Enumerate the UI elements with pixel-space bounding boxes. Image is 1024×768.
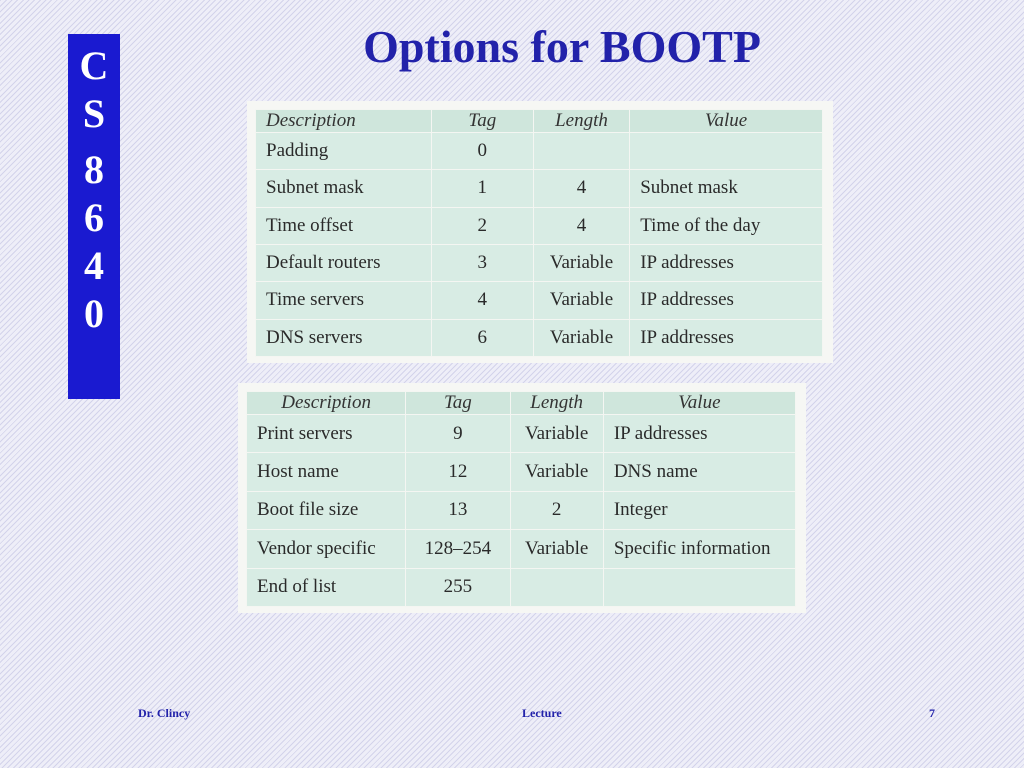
cell-value: IP addresses [603, 415, 795, 453]
cell-description: Time offset [256, 207, 432, 244]
cell-length: Variable [533, 244, 629, 281]
header-value: Value [603, 392, 795, 415]
options-table-1 [255, 109, 823, 357]
cell-length: 2 [510, 491, 603, 529]
options-table-2-image [238, 383, 806, 613]
header-length: Length [533, 110, 629, 133]
cell-description: Subnet mask [256, 170, 432, 207]
table-row [247, 491, 796, 529]
cell-length [510, 568, 603, 606]
cell-tag: 4 [431, 282, 533, 319]
course-digit: 6 [84, 195, 104, 240]
table-row [247, 568, 796, 606]
cell-description: DNS servers [256, 319, 432, 356]
cell-value: Specific information [603, 530, 795, 568]
cell-value: Integer [603, 491, 795, 529]
cell-tag: 128–254 [406, 530, 510, 568]
header-description: Description [256, 110, 432, 133]
cell-tag: 12 [406, 453, 510, 491]
cell-description: Boot file size [247, 491, 406, 529]
cell-tag: 13 [406, 491, 510, 529]
cell-tag: 255 [406, 568, 510, 606]
cell-description: Default routers [256, 244, 432, 281]
cell-length: Variable [510, 453, 603, 491]
cell-tag: 9 [406, 415, 510, 453]
cell-value [603, 568, 795, 606]
cell-value: IP addresses [630, 319, 823, 356]
table-row [256, 207, 823, 244]
cell-description: Padding [256, 133, 432, 170]
table-row [256, 282, 823, 319]
cell-value: Time of the day [630, 207, 823, 244]
footer-author: Dr. Clincy [138, 706, 191, 720]
cell-description: End of list [247, 568, 406, 606]
cell-tag: 6 [431, 319, 533, 356]
cell-tag: 0 [431, 133, 533, 170]
cell-length: Variable [510, 530, 603, 568]
cell-tag: 3 [431, 244, 533, 281]
header-tag: Tag [431, 110, 533, 133]
course-letter: C [79, 43, 109, 88]
header-tag: Tag [406, 392, 510, 415]
table-row [256, 244, 823, 281]
table-header-row [247, 392, 796, 415]
options-table-1-image [247, 101, 833, 363]
cell-tag: 1 [431, 170, 533, 207]
slide-title: Options for BOOTP [363, 21, 761, 72]
table-row [247, 415, 796, 453]
cell-value [630, 133, 823, 170]
table-row [256, 133, 823, 170]
header-value: Value [630, 110, 823, 133]
cell-length: Variable [533, 319, 629, 356]
slide-number: 7 [929, 706, 935, 720]
course-digit: 0 [84, 291, 104, 336]
course-code-sidebar [68, 34, 120, 399]
table-header-row [256, 110, 823, 133]
table-row [247, 453, 796, 491]
cell-description: Time servers [256, 282, 432, 319]
header-length: Length [510, 392, 603, 415]
footer-center-label: Lecture [522, 706, 562, 720]
cell-length: 4 [533, 170, 629, 207]
cell-value: IP addresses [630, 244, 823, 281]
cell-description: Vendor specific [247, 530, 406, 568]
cell-length: Variable [510, 415, 603, 453]
cell-value: IP addresses [630, 282, 823, 319]
cell-length [533, 133, 629, 170]
cell-description: Print servers [247, 415, 406, 453]
options-table-2 [246, 391, 796, 607]
cell-value: DNS name [603, 453, 795, 491]
cell-description: Host name [247, 453, 406, 491]
table-row [256, 170, 823, 207]
course-digit: 8 [84, 147, 104, 192]
course-digit: 4 [84, 243, 104, 288]
header-description: Description [247, 392, 406, 415]
cell-length: 4 [533, 207, 629, 244]
table-row [247, 530, 796, 568]
table-row [256, 319, 823, 356]
cell-tag: 2 [431, 207, 533, 244]
cell-value: Subnet mask [630, 170, 823, 207]
cell-length: Variable [533, 282, 629, 319]
course-letter: S [82, 91, 106, 136]
